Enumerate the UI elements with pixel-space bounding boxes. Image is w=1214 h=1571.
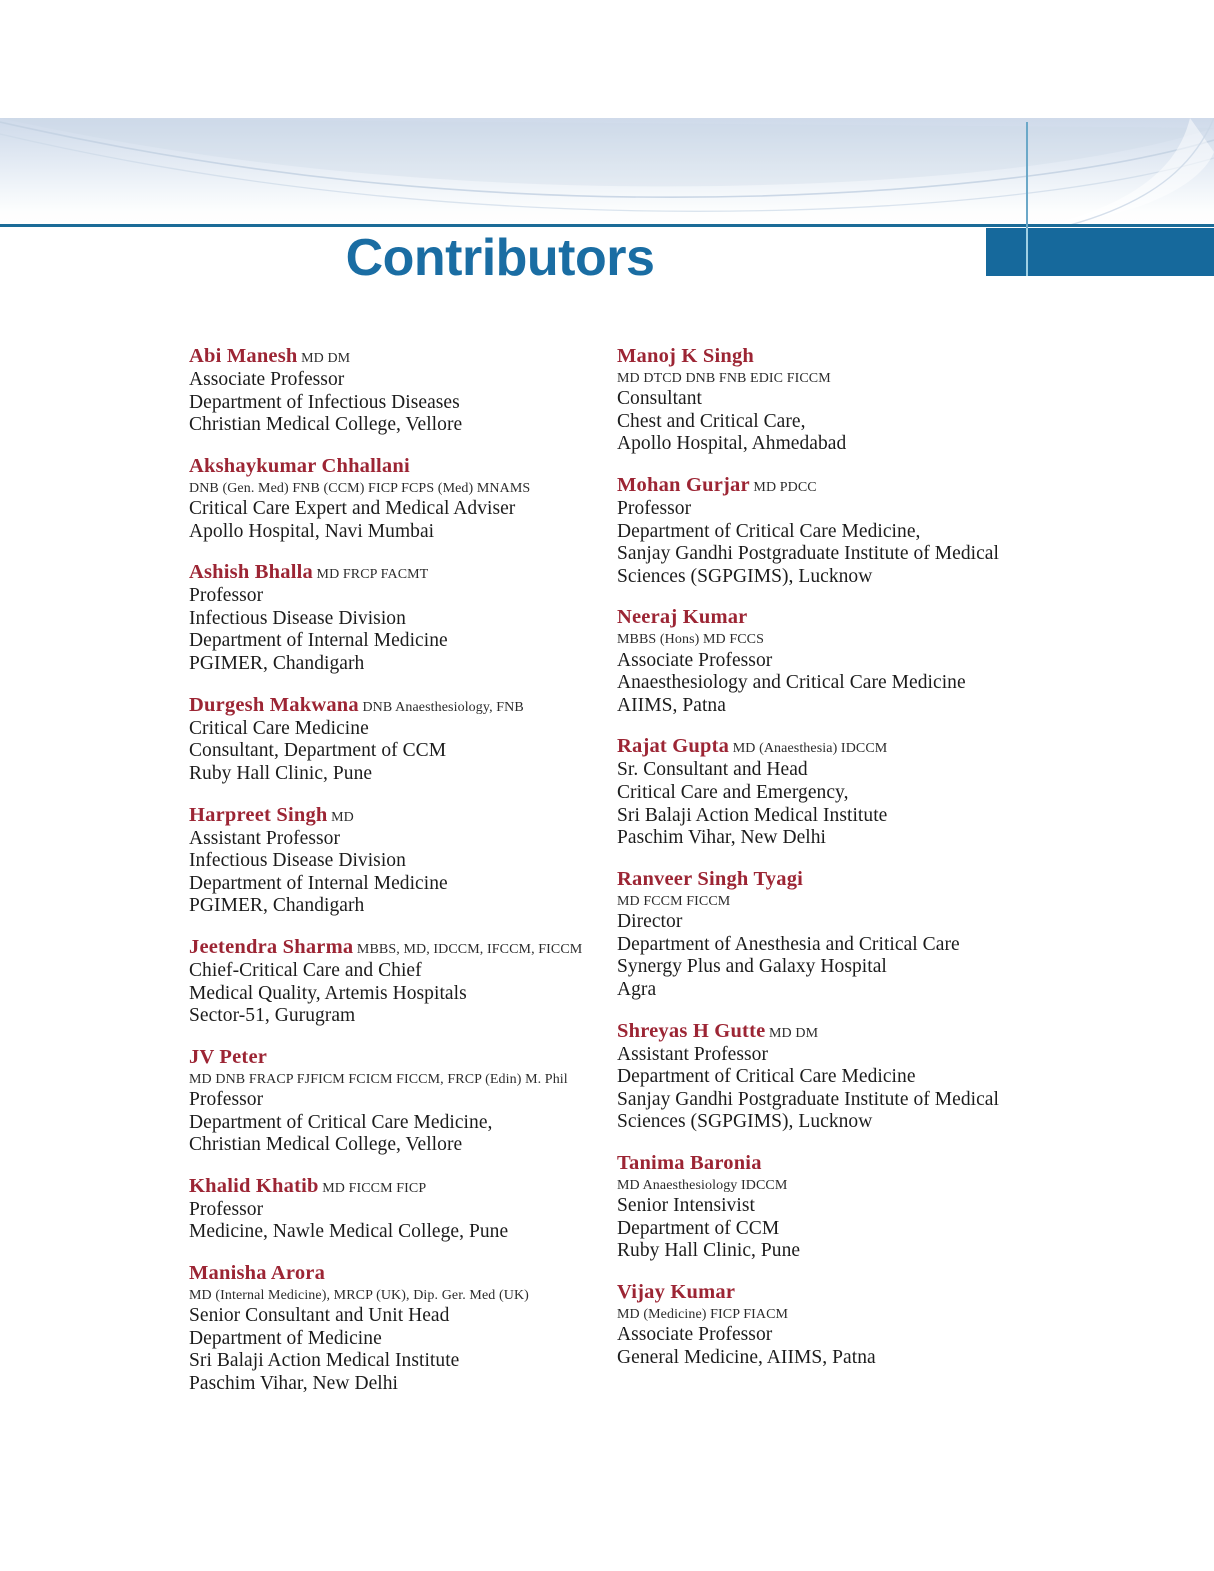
contributor-affiliation-line: Sri Balaji Action Medical Institute	[189, 1350, 460, 1372]
contributor-affiliation-line: Chest and Critical Care,	[617, 410, 806, 432]
contributor-affiliation-line: Infectious Disease Division	[189, 850, 406, 872]
contributor-affiliation-line: Department of Internal Medicine	[189, 630, 448, 652]
contributor-credentials: DNB (Gen. Med) FNB (CCM) FICP FCPS (Med) MNAMS	[189, 480, 531, 496]
contributor-name: Rajat Gupta	[617, 735, 730, 758]
contributor-affiliation-line: Department of Infectious Diseases	[189, 391, 460, 413]
contributor-affiliation-line: Department of Critical Care Medicine	[617, 1066, 916, 1088]
contributor-credentials: MD FICCM FICP	[318, 1180, 427, 1196]
contributor-affiliation-line: Department of Medicine	[189, 1327, 382, 1349]
header-banner	[0, 118, 1214, 225]
contributor-affiliation-line: Critical Care Medicine	[189, 717, 369, 739]
contributor-affiliation-line: Department of Internal Medicine	[189, 872, 448, 894]
contributor-affiliation-line: PGIMER, Chandigarh	[189, 895, 365, 917]
contributor-name: Vijay Kumar	[617, 1280, 736, 1303]
contributor-affiliation-line: Professor	[617, 498, 692, 520]
contributor-affiliation-line: Professor	[189, 1198, 264, 1220]
contributor-name: Ranveer Singh Tyagi	[617, 867, 804, 890]
contributor-name: JV Peter	[189, 1045, 268, 1068]
contributor-entry	[617, 1151, 1017, 1263]
contributor-affiliation-line: Critical Care Expert and Medical Adviser	[189, 498, 516, 520]
contributor-affiliation-line: Department of Critical Care Medicine,	[617, 520, 921, 542]
contributor-affiliation-line: Infectious Disease Division	[189, 607, 406, 629]
contributor-affiliation-line: Paschim Vihar, New Delhi	[617, 827, 827, 849]
contributor-heading	[617, 605, 1017, 630]
contributor-affiliation-line: Apollo Hospital, Navi Mumbai	[189, 520, 435, 542]
contributor-affiliation-line: Director	[617, 911, 683, 933]
contributors-column-left	[189, 344, 589, 1413]
contributor-affiliation-line: Christian Medical College, Vellore	[189, 1134, 463, 1156]
contributor-heading	[617, 867, 1017, 892]
contributor-entry	[189, 803, 589, 918]
contributor-affiliation-line: Medical Quality, Artemis Hospitals	[189, 982, 467, 1004]
contributor-name: Abi Manesh	[189, 345, 298, 367]
contributor-heading	[617, 473, 1017, 498]
contributor-affiliation-line: Christian Medical College, Vellore	[189, 414, 463, 436]
contributor-affiliation-line: Sr. Consultant and Head	[617, 759, 808, 781]
contributor-heading	[189, 935, 589, 960]
contributor-entry	[189, 454, 589, 543]
contributor-affiliation-line: AIIMS, Patna	[617, 694, 726, 716]
contributor-affiliation-line: Chief-Critical Care and Chief	[189, 959, 422, 981]
contributor-credentials: MBBS (Hons) MD FCCS	[617, 632, 764, 648]
contributor-affiliation-line: Sri Balaji Action Medical Institute	[617, 804, 888, 826]
contributor-affiliation-line: Sciences (SGPGIMS), Lucknow	[617, 565, 873, 587]
contributor-affiliation-line: Consultant, Department of CCM	[189, 740, 447, 762]
contributor-affiliation-line: Professor	[189, 1088, 264, 1110]
contributor-heading	[189, 1045, 589, 1070]
contributors-column-right	[617, 344, 1017, 1386]
contributor-affiliation-line: Department of Critical Care Medicine,	[189, 1111, 493, 1133]
contributor-credentials: MD (Anaesthesia) IDCCM	[729, 741, 888, 757]
contributor-name: Manisha Arora	[189, 1262, 326, 1284]
contributor-heading	[189, 803, 589, 828]
contributor-heading	[617, 344, 1017, 369]
contributor-affiliation-line: Anaesthesiology and Critical Care Medicine	[617, 672, 966, 694]
contributor-heading	[617, 1019, 1017, 1044]
contributor-affiliation-line: PGIMER, Chandigarh	[189, 653, 365, 675]
contributor-affiliation-line: Apollo Hospital, Ahmedabad	[617, 433, 847, 455]
contributor-affiliation-line: Critical Care and Emergency,	[617, 782, 849, 804]
contributor-entry	[189, 693, 589, 786]
contributor-credentials: MD (Medicine) FICP FIACM	[617, 1306, 789, 1322]
contributor-affiliation-line: Associate Professor	[189, 369, 345, 390]
contributor-affiliation-line: Department of CCM	[617, 1217, 780, 1239]
contributor-affiliation-line: Sciences (SGPGIMS), Lucknow	[617, 1111, 873, 1133]
contributor-affiliation-line: Synergy Plus and Galaxy Hospital	[617, 956, 887, 978]
contributor-affiliation-line: Professor	[189, 585, 264, 607]
contributor-credentials: MD DM	[765, 1025, 819, 1041]
contributor-heading	[189, 560, 589, 585]
banner-swoosh-graphic	[0, 118, 1214, 225]
contributor-affiliation-line: Assistant Professor	[617, 1043, 768, 1065]
contributor-entry	[617, 344, 1017, 456]
contributor-affiliation-line: Sanjay Gandhi Postgraduate Institute of Medical	[617, 1088, 999, 1110]
contributor-credentials: MD Anaesthesiology IDCCM	[617, 1177, 788, 1193]
contributor-heading	[189, 1174, 589, 1199]
contributor-entry	[617, 1280, 1017, 1369]
contributor-credentials: DNB Anaesthesiology, FNB	[358, 699, 524, 715]
contributor-name: Ashish Bhalla	[189, 561, 313, 584]
contributor-entry	[617, 867, 1017, 1002]
blue-block-vertical-hairline	[1026, 228, 1028, 276]
contributor-heading	[617, 1151, 1017, 1176]
contributor-entry	[189, 935, 589, 1028]
contributor-affiliation-line: Senior Consultant and Unit Head	[189, 1305, 450, 1327]
header-blue-block	[986, 228, 1214, 276]
contributor-affiliation-line: Associate Professor	[617, 649, 773, 671]
contributor-heading	[189, 1261, 589, 1286]
contributor-name: Manoj K Singh	[617, 345, 755, 367]
contributor-name: Harpreet Singh	[189, 803, 328, 826]
contributor-entry	[617, 1019, 1017, 1134]
contributor-heading	[189, 344, 589, 369]
contributor-entry	[189, 1174, 589, 1244]
contributor-affiliation-line: Assistant Professor	[189, 827, 340, 849]
contributor-credentials: MD	[327, 809, 354, 825]
contributor-name: Neeraj Kumar	[617, 606, 748, 629]
contributor-entry	[189, 560, 589, 675]
contributor-heading	[189, 693, 589, 718]
contributor-affiliation-line: Consultant	[617, 388, 703, 410]
page-title: Contributors	[345, 229, 655, 287]
contributor-affiliation-line: Medicine, Nawle Medical College, Pune	[189, 1221, 509, 1243]
contributor-name: Jeetendra Sharma	[189, 935, 354, 958]
contributor-name: Tanima Baronia	[617, 1151, 762, 1174]
contributor-entry	[617, 734, 1017, 849]
contributor-affiliation-line: Senior Intensivist	[617, 1195, 755, 1217]
contributor-entry	[617, 605, 1017, 717]
contributor-affiliation-line: Associate Professor	[617, 1324, 773, 1346]
contributor-credentials: MD (Internal Medicine), MRCP (UK), Dip. Ger. Med (UK)	[189, 1288, 529, 1303]
contributor-affiliation-line: Sanjay Gandhi Postgraduate Institute of Medical	[617, 543, 999, 565]
contributor-credentials: MD FCCM FICCM	[617, 893, 731, 909]
contributor-affiliation-line: Department of Anesthesia and Critical Care	[617, 933, 960, 955]
contributor-entry	[617, 473, 1017, 588]
contributor-affiliation-line: Agra	[617, 978, 657, 1000]
contributor-heading	[617, 734, 1017, 759]
contributor-name: Shreyas H Gutte	[617, 1019, 766, 1042]
contributor-affiliation-line: General Medicine, AIIMS, Patna	[617, 1346, 876, 1368]
contributor-name: Mohan Gurjar	[617, 474, 750, 497]
contributor-credentials: MD DNB FRACP FJFICM FCICM FICCM, FRCP (Edin) M. Phil	[189, 1071, 568, 1087]
contributor-name: Durgesh Makwana	[189, 693, 359, 716]
header-divider-rule	[0, 224, 1214, 227]
contributor-affiliation-line: Paschim Vihar, New Delhi	[189, 1373, 399, 1395]
contributor-credentials: MD DM	[297, 351, 351, 366]
contributor-name: Khalid Khatib	[189, 1174, 319, 1197]
contributor-credentials: MD FRCP FACMT	[312, 567, 429, 583]
contributor-affiliation-line: Sector-51, Gurugram	[189, 1005, 356, 1027]
contributor-affiliation-line: Ruby Hall Clinic, Pune	[189, 762, 373, 784]
contributor-entry	[189, 1261, 589, 1396]
contributor-affiliation-line: Ruby Hall Clinic, Pune	[617, 1240, 801, 1262]
contributor-credentials: MD PDCC	[749, 480, 817, 496]
contributor-credentials: MBBS, MD, IDCCM, IFCCM, FICCM	[353, 941, 583, 957]
contributor-heading	[617, 1280, 1017, 1305]
contributor-heading	[189, 454, 589, 479]
contributor-name: Akshaykumar Chhallani	[189, 454, 410, 477]
contributor-credentials: MD DTCD DNB FNB EDIC FICCM	[617, 371, 831, 386]
contributor-entry	[189, 344, 589, 437]
contributor-entry	[189, 1045, 589, 1157]
